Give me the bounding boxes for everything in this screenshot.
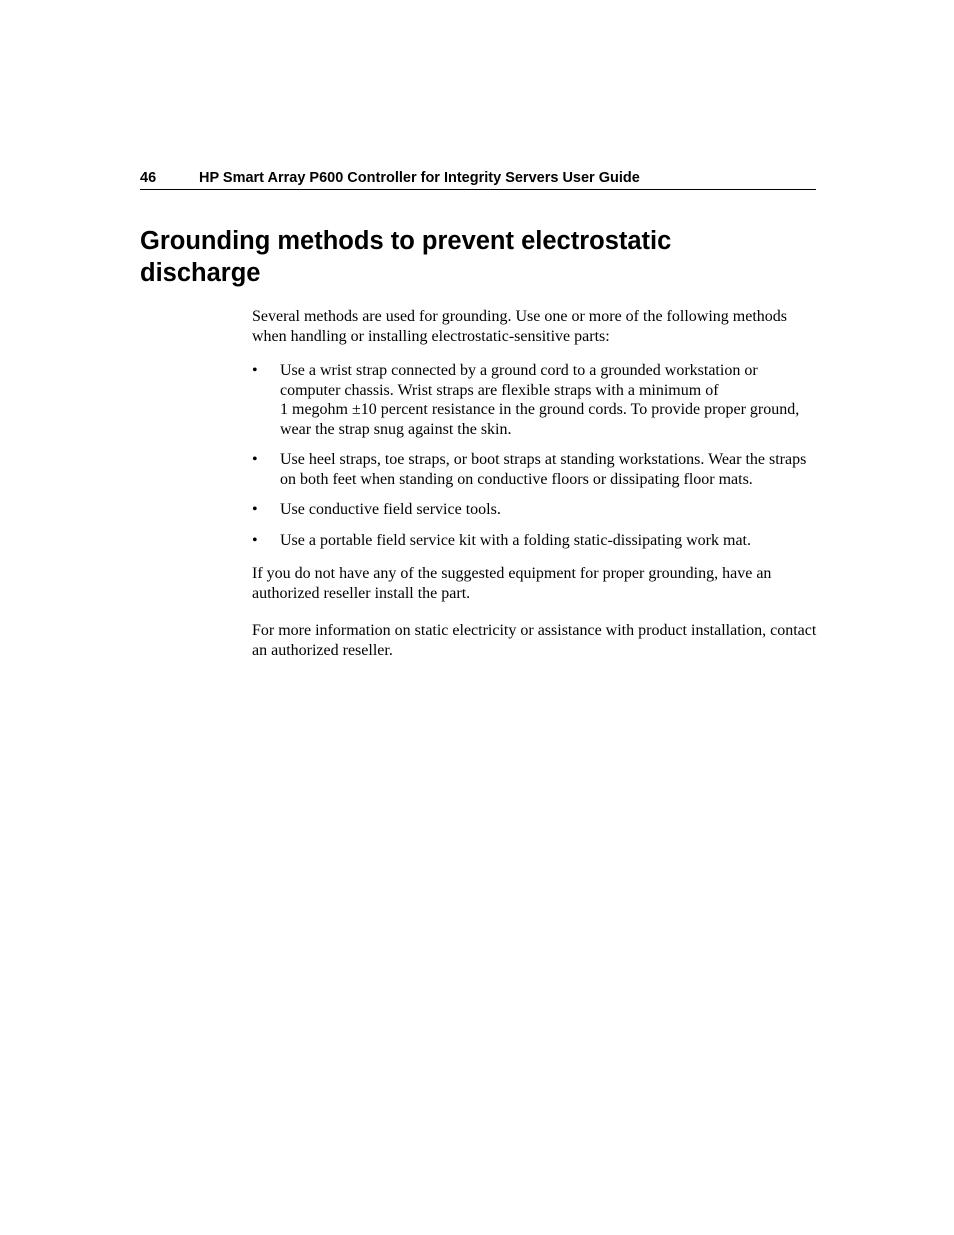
list-item-text: Use heel straps, toe straps, or boot straps at standing workstations. Wear the straps on both feet when standing on conductive floors or dissipating floor mats.: [280, 451, 807, 488]
section-heading: [140, 225, 800, 289]
bullet-icon: •: [252, 501, 258, 518]
bullet-icon: •: [252, 531, 258, 549]
list-item-wrist-strap: [252, 361, 818, 439]
list-item-heel-straps: [252, 450, 818, 489]
intro-paragraph: Several methods are used for grounding. Use one or more of the following methods when handling or installing electrostatic-sensitive parts:: [252, 308, 787, 345]
running-header: [140, 168, 816, 190]
list-item-text: Use a portable field service kit with a folding static-dissipating work mat.: [280, 531, 751, 549]
grounding-methods-list: [252, 361, 818, 550]
section-heading-line-2: discharge: [140, 259, 261, 287]
list-item-text: 1 megohm ±10 percent resistance in the ground cords. To provide proper ground, wear the strap snug against the skin.: [280, 401, 800, 438]
section-heading-line-1: Grounding methods to prevent electrostatic: [140, 227, 672, 255]
page-number: 46: [140, 170, 157, 186]
section-body: [252, 307, 818, 660]
more-info-paragraph: For more information on static electricity or assistance with product installation, contact an authorized reseller.: [252, 622, 817, 659]
bullet-icon: •: [252, 451, 258, 468]
bullet-icon: •: [252, 362, 258, 379]
document-title: HP Smart Array P600 Controller for Integrity Servers User Guide: [199, 170, 640, 186]
list-item-field-service-kit: [252, 531, 818, 551]
equipment-paragraph: If you do not have any of the suggested equipment for proper grounding, have an authorized reseller install the part.: [252, 565, 772, 602]
list-item-text: Use a wrist strap connected by a ground cord to a grounded workstation or computer chassis. Wrist straps are flexible straps with a minimum of: [280, 362, 758, 399]
list-item-conductive-tools: [252, 500, 818, 520]
list-item-text: Use conductive field service tools.: [280, 501, 501, 518]
